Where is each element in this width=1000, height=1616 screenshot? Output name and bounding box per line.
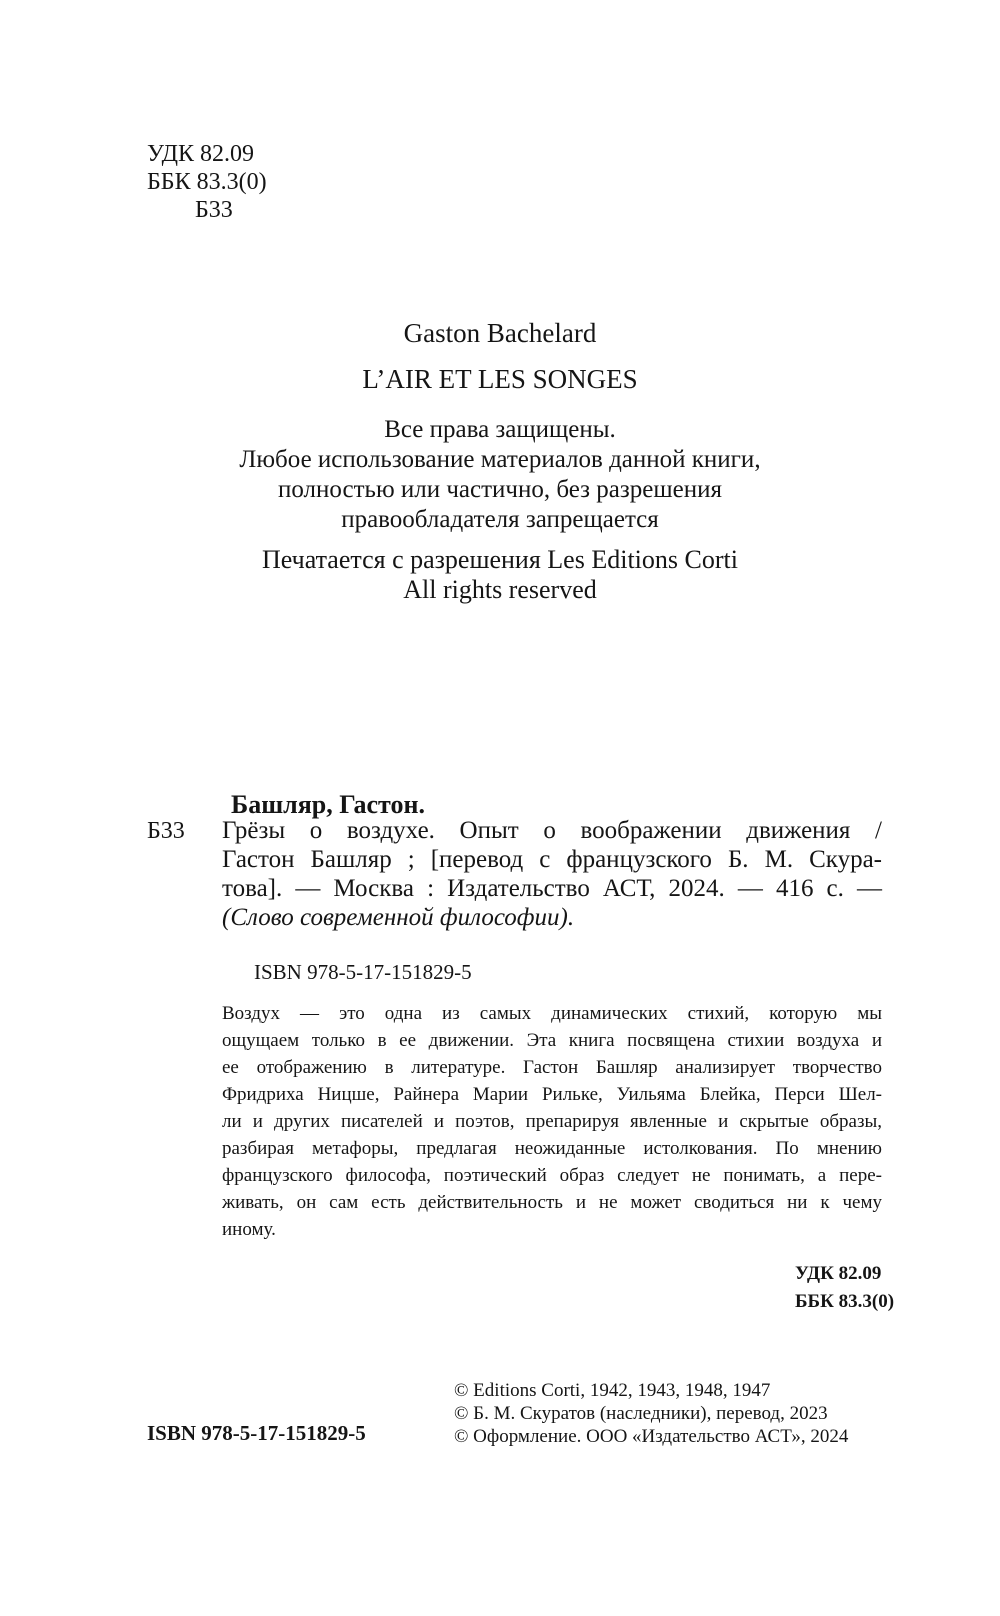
annotation-line: ли и других писателей и поэтов, препарируя явленные и скрытые образы, (222, 1111, 882, 1132)
rights-line: правообладателя запрещается (341, 506, 659, 533)
card-author-sign: Б33 (147, 818, 185, 844)
rights-line: Все права защищены. (384, 416, 616, 443)
copyright-line: © Editions Corti, 1942, 1943, 1948, 1947 (454, 1380, 771, 1401)
description-line: Гастон Башляр ; [перевод с французского Б. М. Скура- (222, 846, 882, 873)
annotation-line: Воздух — это одна из самых динамических стихий, которую мы (222, 1003, 882, 1024)
annotation-line: ощущаем только в ее движении. Эта книга посвящена стихии воздуха и (222, 1030, 882, 1051)
copyright-line: © Б. М. Скуратов (наследники), перевод, 2023 (454, 1403, 828, 1424)
annotation-line: иному. (222, 1219, 276, 1240)
original-title: L’AIR ET LES SONGES (362, 364, 638, 394)
original-author: Gaston Bachelard (403, 318, 597, 348)
permission-line: All rights reserved (403, 575, 597, 604)
annotation-line: Фридриха Ницше, Райнера Марии Рильке, Уильяма Блейка, Перси Шел- (222, 1084, 882, 1105)
copyright-block (454, 1379, 848, 1448)
card-author: Башляр, Гастон. (231, 790, 425, 819)
annotation (222, 1000, 882, 1243)
isbn-bottom: ISBN 978-5-17-151829-5 (147, 1421, 366, 1445)
permission-line: Печатается с разрешения Les Editions Corti (262, 545, 738, 574)
series-line: (Слово современной философии). (222, 904, 575, 931)
permission-notice (0, 545, 1000, 605)
annotation-line: разбирая метафоры, предлагая неожиданные истолкования. По мнению (222, 1138, 882, 1159)
description-line: това]. — Москва : Издательство АСТ, 2024. — 416 с. — (222, 875, 882, 902)
card-isbn: ISBN 978-5-17-151829-5 (254, 960, 472, 984)
rights-notice (0, 415, 1000, 535)
card-description (222, 816, 882, 932)
copyright-line: © Оформление. ООО «Издательство АСТ», 2024 (454, 1426, 849, 1447)
bbk-code: ББК 83.3(0) (147, 169, 267, 195)
description-line: Грёзы о воздухе. Опыт о воображении движения / (222, 817, 882, 844)
rights-line: Любое использование материалов данной книги, (239, 446, 761, 473)
bbk-code: ББК 83.3(0) (795, 1291, 895, 1312)
udk-code: УДК 82.09 (795, 1263, 882, 1284)
annotation-line: ее отображению в литературе. Гастон Башляр анализирует творчество (222, 1057, 882, 1078)
rights-line: полностью или частично, без разрешения (278, 476, 722, 503)
author-sign: Б33 (195, 197, 233, 223)
annotation-line: французского философа, поэтический образ следует не понимать, а пере- (222, 1165, 882, 1186)
udk-block-top (147, 140, 267, 224)
udk-code: УДК 82.09 (147, 141, 254, 167)
annotation-line: живать, он сам есть действительность и не может сводиться ни к чему (222, 1192, 882, 1213)
udk-block-bottom (795, 1260, 894, 1316)
